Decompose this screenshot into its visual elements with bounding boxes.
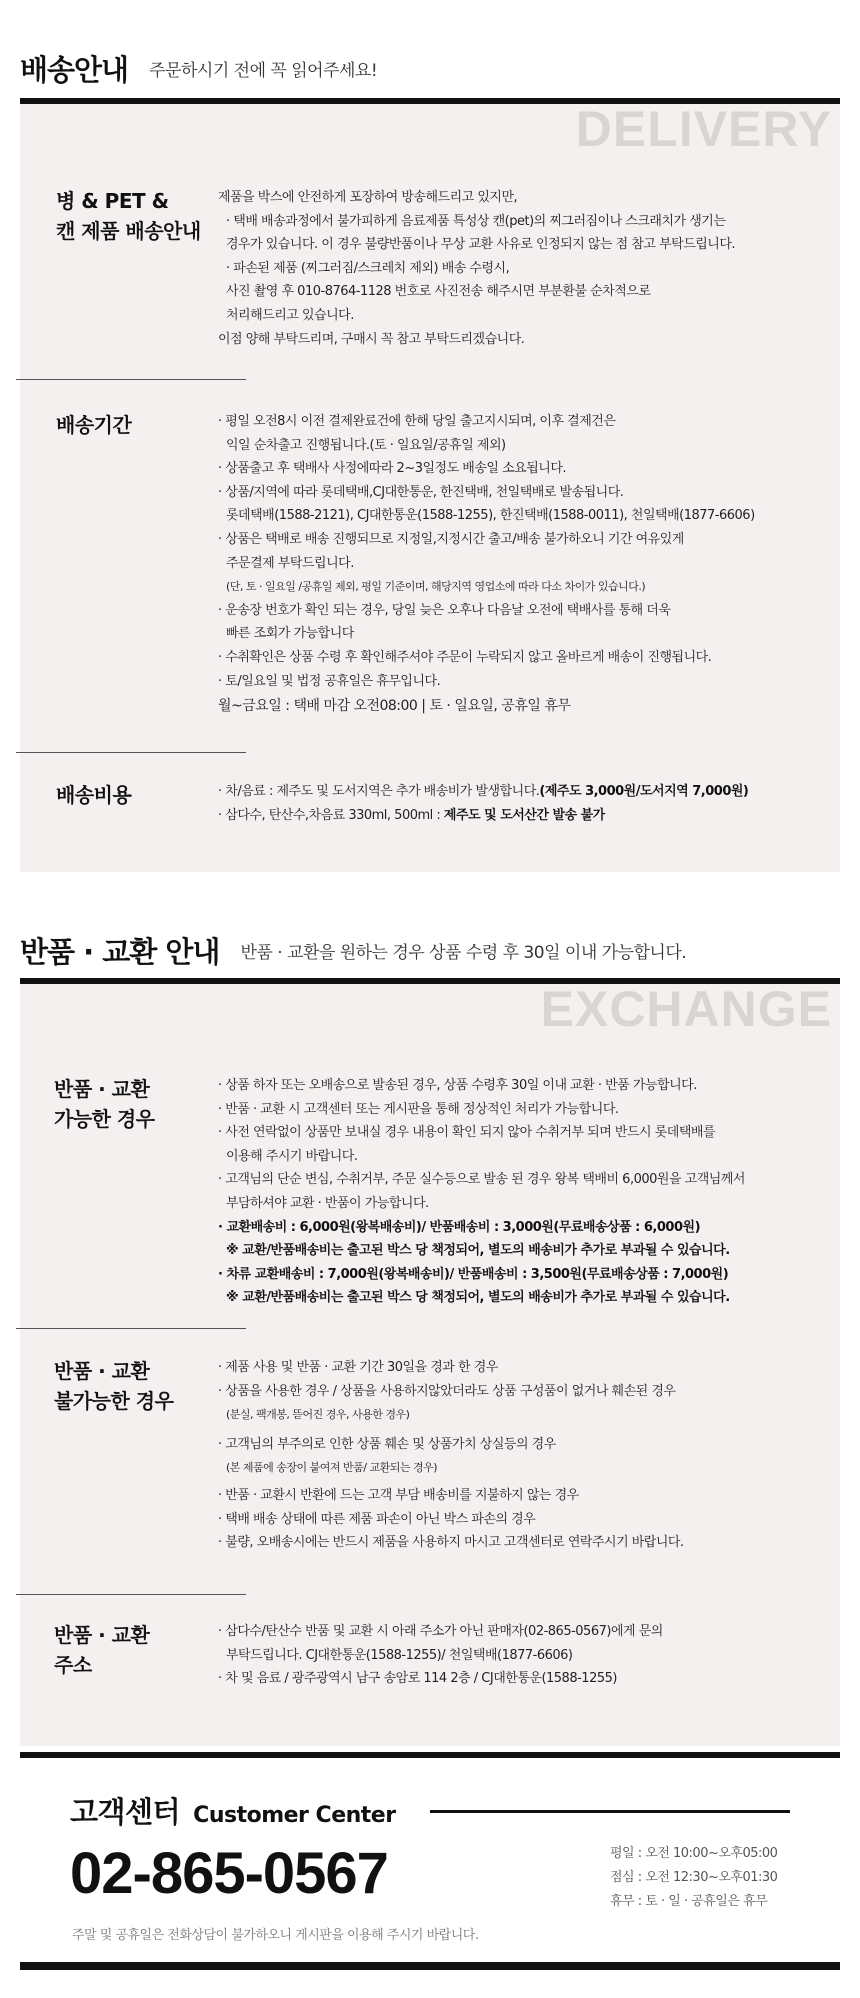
delivery-watermark: DELIVERY: [575, 101, 832, 157]
row-label: 병 & PET & 캔 제품 배송안내: [56, 189, 201, 243]
row-label: 배송비용: [56, 783, 132, 807]
customer-center-hours: 평일 : 오전 10:00~오후05:00 점심 : 오전 12:30~오후01:30 휴무 : 토 · 일 · 공휴일은 휴무: [610, 1846, 778, 1909]
footer-top-line: [20, 1752, 840, 1758]
delivery-subtitle: 주문하시기 전에 꼭 읽어주세요!: [149, 61, 378, 81]
row-label: 반품 · 교환 가능한 경우: [54, 1077, 155, 1131]
row-label: 반품 · 교환 불가능한 경우: [54, 1359, 174, 1413]
row-body: · 상품 하자 또는 오배송으로 발송된 경우, 상품 수령후 30일 이내 교환 · 반품 가능합니다. · 반품 · 교환 시 고객센터 또는 게시판을 통해 정상적인 처리가 가능합니다. · 사전 연락없이 상품만 보내실 경우 내용이 확인 되지 않아 수취거부 되며 반드시 롯데택배를 이용해 주시기 바랍니다. · 고객님의 단순 변심, 수취거부, 주문 실수등으로 발송 된 경우 왕복 택배비 6,000원을 고객님께서 부담하셔야 교환 · 반품이 가능합니다. · 교환배송비 : 6,000원(왕복배송비)/ 반품배송비 : 3,000원(무료배송상품 : 6,000원) ※ 교환/반품배송비는 출고된 박스 당 책정되어, 별도의 배송비가 추가로 부과될 수 있습니다. · 차류 교환배송비 : 7,000원(왕복배송비)/ 반품배송비 : 3,500원(무료배송상품 : 7,000원) ※ 교환/반품배송비는 출고된 박스 당 책정되어, 별도의 배송비가 추가로 부과될 수 있습니다.: [218, 1078, 745, 1306]
customer-center-rule: [430, 1810, 790, 1813]
exchange-watermark: EXCHANGE: [540, 981, 832, 1037]
row-divider: [16, 1594, 246, 1595]
customer-center-phone: 02-865-0567: [70, 1841, 388, 1906]
delivery-title: 배송안내: [20, 53, 129, 87]
row-body: 제품을 박스에 안전하게 포장하여 방송해드리고 있지만, · 택배 배송과정에서 불가피하게 음료제품 특성상 캔(pet)의 찌그러짐이나 스크래치가 생기는 경우가 있습니다. 이 경우 불량반품이나 무상 교환 사유로 인정되지 않는 점 참고 부탁드립니다. · 파손된 제품 (찌그러짐/스크레치 제외) 배송 수령시, 사진 촬영 후 010-8764-1128 번호로 사진전송 해주시면 부분환불 순차적으로 처리해드리고 있습니다. 이점 양해 부탁드리며, 구매시 꼭 참고 부탁드리겠습니다.: [218, 190, 736, 347]
row-body: · 차/음료 : 제주도 및 도서지역은 추가 배송비가 발생합니다.(제주도 3,000원/도서지역 7,000원) · 삼다수, 탄산수,차음료 330ml, 500ml : 제주도 및 도서산간 발송 불가: [218, 784, 749, 823]
customer-center-note: 주말 및 공휴일은 전화상담이 불가하오니 게시판을 이용해 주시기 바랍니다.: [72, 1928, 479, 1943]
row-body: · 평일 오전8시 이전 결제완료건에 한해 당일 출고지시되며, 이후 결제건은 익일 순차출고 진행됩니다.(토 · 일요일/공휴일 제외) · 상품출고 후 택배사 사정에따라 2~3일정도 배송일 소요됩니다. · 상품/지역에 따라 롯데택배,CJ대한통운, 한진택배, 천일택배로 발송됩니다. 롯데택배(1588-2121), CJ대한통운(1588-1255), 한진택배(1588-0011), 천일택배(1877-6606) · 상품은 택배로 배송 진행되므로 지정일,지정시간 출고/배송 불가하오니 기간 여유있게 주문결제 부탁드립니다. (단, 토 · 일요일 /공휴일 제외, 평일 기준이며, 해당지역 영업소에 따라 다소 차이가 있습니다.) · 운송장 번호가 확인 되는 경우, 당일 늦은 오후나 다음날 오전에 택배사를 통해 더욱 빠른 조회가 가능합니다 · 수취확인은 상품 수령 후 확인해주셔야 주문이 누락되지 않고 올바르게 배송이 진행됩니다. · 토/일요일 및 법정 공휴일은 휴무입니다. 월~금요일 : 택배 마감 오전08:00 | 토 · 일요일, 공휴일 휴무: [218, 414, 755, 715]
row-body: · 제품 사용 및 반품 · 교환 기간 30일을 경과 한 경우 · 상품을 사용한 경우 / 상품을 사용하지않았더라도 상품 구성품이 없거나 훼손된 경우 (분실, 팩개봉, 뜯어진 경우, 사용한 경우) · 고객님의 부주의로 인한 상품 훼손 및 상품가치 상실등의 경우 (본 제품에 송장이 붙여져 반품/ 교환되는 경우) · 반품 · 교환시 반환에 드는 고객 부담 배송비를 지불하지 않는 경우 · 택배 배송 상태에 따른 제품 파손이 아닌 박스 파손의 경우 · 불량, 오배송시에는 반드시 제품을 사용하지 마시고 고객센터로 연락주시기 바랍니다.: [218, 1360, 684, 1551]
exchange-title: 반품 · 교환 안내: [20, 935, 220, 969]
footer-bottom-line: [20, 1962, 840, 1970]
row-label: 반품 · 교환 주소: [54, 1623, 150, 1677]
row-divider: [16, 1328, 246, 1329]
exchange-subtitle: 반품 · 교환을 원하는 경우 상품 수령 후 30일 이내 가능합니다.: [240, 943, 687, 963]
delivery-panel: [20, 101, 840, 872]
row-label: 배송기간: [56, 413, 132, 437]
row-body: · 삼다수/탄산수 반품 및 교환 시 아래 주소가 아닌 판매자(02-865-0567)에게 문의 부탁드립니다. CJ대한통운(1588-1255)/ 천일택배(1877-6606) · 차 및 음료 / 광주광역시 남구 송암로 114 2층 / CJ대한통운(1588-1255): [218, 1624, 663, 1687]
row-divider: [16, 379, 246, 380]
exchange-panel: [20, 981, 840, 1746]
exchange-header: [20, 930, 840, 971]
customer-center-title: 고객센터 Customer Center: [70, 1795, 396, 1829]
delivery-header: [20, 48, 840, 89]
row-divider: [16, 752, 246, 753]
customer-center: [20, 1752, 840, 1970]
